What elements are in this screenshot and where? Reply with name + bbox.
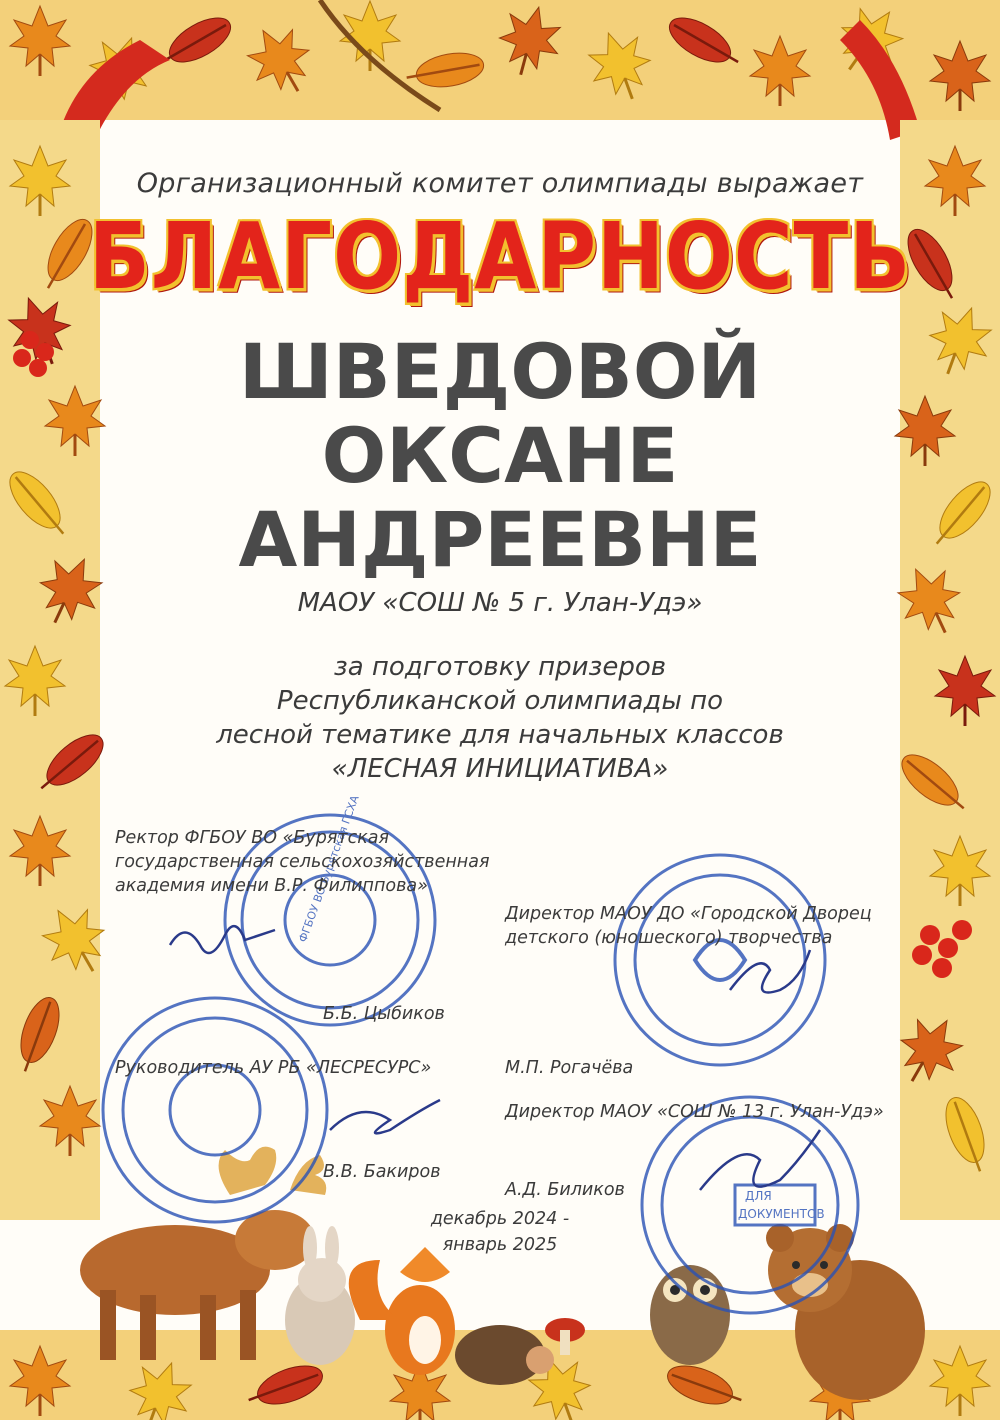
signature-head bbox=[330, 1100, 440, 1133]
date-range bbox=[400, 1206, 600, 1258]
signature-rector bbox=[170, 926, 275, 953]
date-line-2: январь 2025 bbox=[442, 1235, 558, 1255]
recipient-first-name: ОКСАНЕ bbox=[321, 411, 679, 500]
stamp-lesresurs bbox=[103, 998, 327, 1222]
school-name: МАОУ «СОШ № 5 г. Улан-Удэ» bbox=[297, 588, 703, 618]
director2-name: А.Д. Биликов bbox=[505, 1180, 625, 1200]
svg-text:ДОКУМЕНТОВ: ДОКУМЕНТОВ bbox=[738, 1207, 825, 1221]
reason-line-3: лесной тематике для начальных классов bbox=[216, 720, 784, 750]
rector-name: Б.Б. Цыбиков bbox=[323, 1004, 445, 1024]
stamp-school13 bbox=[642, 1097, 858, 1313]
recipient-surname: ШВЕДОВОЙ bbox=[238, 327, 762, 416]
top-leaf-band bbox=[0, 0, 1000, 150]
date-line-1: декабрь 2024 - bbox=[430, 1209, 570, 1229]
director1-name: М.П. Рогачёва bbox=[505, 1058, 634, 1078]
reason-text bbox=[0, 650, 1000, 786]
signature-director2 bbox=[700, 1130, 820, 1190]
director1-title: Директор МАОУ ДО «Городской Дворец детского (юношеского) творчества bbox=[505, 904, 872, 948]
certificate-title: БЛАГОДАРНОСТЬ bbox=[88, 203, 912, 310]
head-title: Руководитель АУ РБ «ЛЕСРЕСУРС» bbox=[115, 1058, 432, 1078]
stamp-city-committee bbox=[615, 855, 825, 1065]
intro-text: Организационный комитет олимпиады выражает bbox=[136, 168, 864, 199]
rector-title: Ректор ФГБОУ ВО «Бурятская государственная сельскохозяйственная академия имени В.Р. Филиппова» bbox=[115, 828, 490, 896]
recipient-patronymic: АНДРЕЕВНЕ bbox=[238, 495, 762, 584]
reason-line-1: за подготовку призеров bbox=[333, 652, 667, 682]
reason-line-2: Республиканской олимпиады по bbox=[276, 686, 724, 716]
svg-text:ФГБОУ ВО Бурятская ГСХА: ФГБОУ ВО Бурятская ГСХА bbox=[296, 793, 362, 945]
svg-text:ДЛЯ: ДЛЯ bbox=[745, 1189, 772, 1203]
owl-illustration bbox=[650, 1265, 730, 1365]
director2-title: Директор МАОУ «СОШ № 13 г. Улан-Удэ» bbox=[505, 1102, 884, 1122]
reason-line-4: «ЛЕСНАЯ ИНИЦИАТИВА» bbox=[331, 754, 669, 784]
head-name: В.В. Бакиров bbox=[323, 1162, 441, 1182]
